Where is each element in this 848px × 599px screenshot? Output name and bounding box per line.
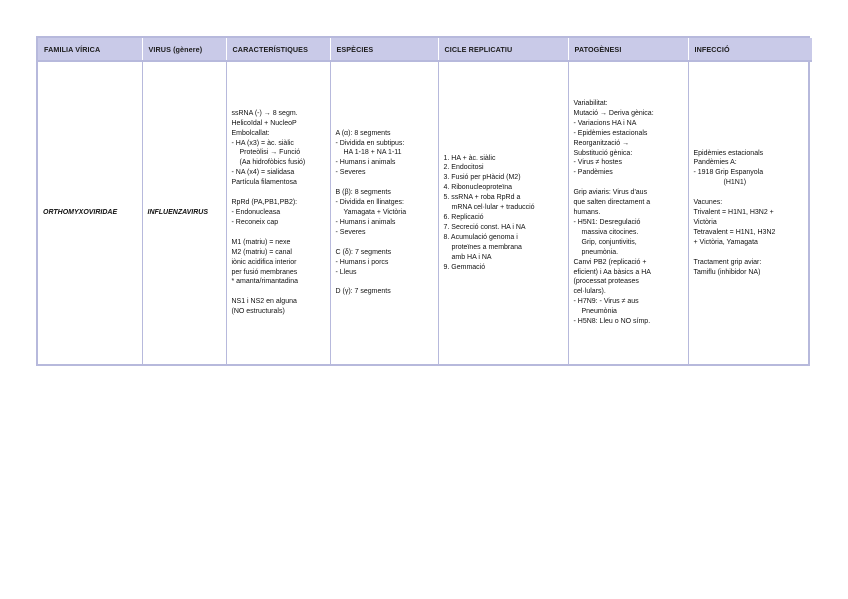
text-line: D (γ): 7 segments <box>335 288 391 296</box>
list-item: 6. Replicació <box>443 214 484 221</box>
text-line: M2 (matriu) = canal <box>231 248 292 256</box>
text-line: Tetravalent = H1N1, H3N2 <box>693 228 776 236</box>
text-line: (Aa hidrofòbics fusió) <box>239 159 306 167</box>
text-line: cel·lulars). <box>573 288 606 296</box>
list-item: 5. ssRNA + roba RpRd a <box>443 194 521 202</box>
infection-cell <box>688 61 812 364</box>
characteristics-cell <box>226 61 330 364</box>
text-line: - Lleus <box>335 268 357 276</box>
list-item: 4. Ribonucleoproteïna <box>443 184 512 192</box>
text-line: Victòria <box>693 218 717 226</box>
text-line: - Severes <box>335 228 366 236</box>
family-cell: ORTHOMYXOVIRIDAE <box>38 61 142 364</box>
virus-cell: INFLUENZAVIRUS <box>142 61 226 364</box>
list-item: 1. HA + àc. siàlic <box>443 154 496 162</box>
text-line: eficient) i Aa bàsics a HA <box>573 268 651 276</box>
text-line: M1 (matriu) = nexe <box>231 238 291 246</box>
text-line: * amanta/rimantadina <box>231 278 299 286</box>
text-line: HA 1-18 + NA 1-11 <box>343 149 402 157</box>
text-line: - Reconeix cap <box>231 218 279 226</box>
text-line: - Humans i animals <box>335 218 396 226</box>
text-line: massiva citocines. <box>581 228 639 236</box>
header-infection: INFECCIÓ <box>688 38 812 61</box>
list-item: 9. Gemmació <box>443 263 486 271</box>
text-line: Variabilitat: <box>573 100 608 108</box>
list-item: 8. Acumulació genoma i <box>443 233 518 241</box>
spacer <box>232 228 326 238</box>
text-line: - Humans i porcs <box>335 258 389 266</box>
text-line: ssRNA (-) → 8 segm. <box>231 109 298 117</box>
spacer <box>574 178 684 188</box>
list-item: proteïnes a membrana <box>451 243 522 251</box>
text-line: - Severes <box>335 169 366 177</box>
text-line: - H7N9: - Virus ≠ aus <box>573 298 639 306</box>
text-line: Grip, conjuntivitis, <box>581 238 637 246</box>
text-line: iònic acidifica interior <box>231 258 297 266</box>
text-line: - 1918 Grip Espanyola <box>693 169 764 177</box>
cycle-list <box>444 154 564 273</box>
list-item: 3. Fusió per pHàcid (M2) <box>443 174 521 182</box>
text-line: humans. <box>573 209 601 217</box>
text-line: Mutació → Deriva gènica: <box>573 109 654 117</box>
list-item: 2. Endocitosi <box>443 164 484 172</box>
text-line: (NO estructurals) <box>231 308 285 316</box>
text-line: A (α): 8 segments <box>335 129 391 137</box>
text-line: Vacunes: <box>693 199 723 207</box>
virology-table <box>36 36 810 366</box>
text-line: - HA (x3) = àc. siàlic <box>231 139 294 147</box>
text-line: per fusió membranes <box>231 268 298 276</box>
spacer <box>694 248 809 258</box>
spacer <box>232 287 326 297</box>
text-line: Proteòlisi → Funció <box>239 149 301 157</box>
text-line: Partícula filamentosa <box>231 179 297 187</box>
text-line: - Dividida en llinatges: <box>335 199 404 207</box>
text-line: pneumònia. <box>581 248 619 256</box>
list-item: 7. Secreció const. HA i NA <box>443 223 526 231</box>
text-line: Tractament grip aviar: <box>693 258 762 266</box>
text-line: Pneumònia <box>581 308 617 316</box>
text-line: Reorganització → <box>573 139 630 147</box>
pathogenesis-cell <box>568 61 688 364</box>
text-line: Pandèmies A: <box>693 159 737 167</box>
text-line: - H5N1: Desregulació <box>573 219 641 226</box>
spacer <box>694 188 809 198</box>
spacer <box>336 277 434 287</box>
text-line: Trivalent = H1N1, H3N2 + <box>693 209 774 217</box>
text-line: Helicoïdal + NucleoP <box>231 119 297 127</box>
text-line: - Pandèmies <box>573 169 613 177</box>
text-line: + Victòria, Yamagata <box>693 238 758 246</box>
text-line: Substitució gènica: <box>573 149 633 157</box>
header-cycle: CICLE REPLICATIU <box>438 38 568 61</box>
text-line: (processat proteases <box>573 278 639 286</box>
text-line: RpRd (PA,PB1,PB2): <box>231 199 298 207</box>
list-item: amb HA i NA <box>451 253 492 261</box>
spacer <box>336 238 434 248</box>
text-line: - Epidèmies estacionals <box>573 129 648 137</box>
text-line: Yamagata + Victòria <box>343 209 407 216</box>
list-item: mRNA cel·lular + traducció <box>451 204 535 212</box>
text-line: Tamiflu (inhibidor NA) <box>693 268 761 276</box>
table-row <box>38 61 812 364</box>
header-species: ESPÈCIES <box>330 38 438 61</box>
text-line: - NA (x4) = sialidasa <box>231 169 295 177</box>
cycle-cell <box>438 61 568 364</box>
header-row <box>38 38 812 61</box>
header-pathogenesis: PATOGÈNESI <box>568 38 688 61</box>
text-line: Embolcallat: <box>231 129 270 137</box>
text-line: (H1N1) <box>723 179 747 187</box>
spacer <box>336 178 434 188</box>
text-line: - Variacions HA i NA <box>573 119 637 127</box>
text-line: NS1 i NS2 en alguna <box>231 298 297 306</box>
text-line: - Dividida en subtipus: <box>335 139 405 147</box>
header-characteristics: CARACTERÍSTIQUES <box>226 38 330 61</box>
text-line: - Endonucleasa <box>231 209 281 216</box>
text-line: - Humans i animals <box>335 159 396 167</box>
text-line: que salten directament a <box>573 199 651 207</box>
text-line: - H5N8: Lleu o NO símp. <box>573 318 651 326</box>
text-line: Epidèmies estacionals <box>693 149 764 157</box>
header-family: FAMILIA VÍRICA <box>38 38 142 61</box>
spacer <box>232 188 326 198</box>
text-line: Canvi PB2 (replicació + <box>573 258 647 266</box>
text-line: Grip aviaris: Virus d'aus <box>573 189 648 197</box>
text-line: - Virus ≠ hostes <box>573 159 622 167</box>
header-virus: VIRUS (gènere) <box>142 38 226 61</box>
species-cell <box>330 61 438 364</box>
text-line: C (δ): 7 segments <box>335 248 392 256</box>
text-line: B (β): 8 segments <box>335 189 391 197</box>
